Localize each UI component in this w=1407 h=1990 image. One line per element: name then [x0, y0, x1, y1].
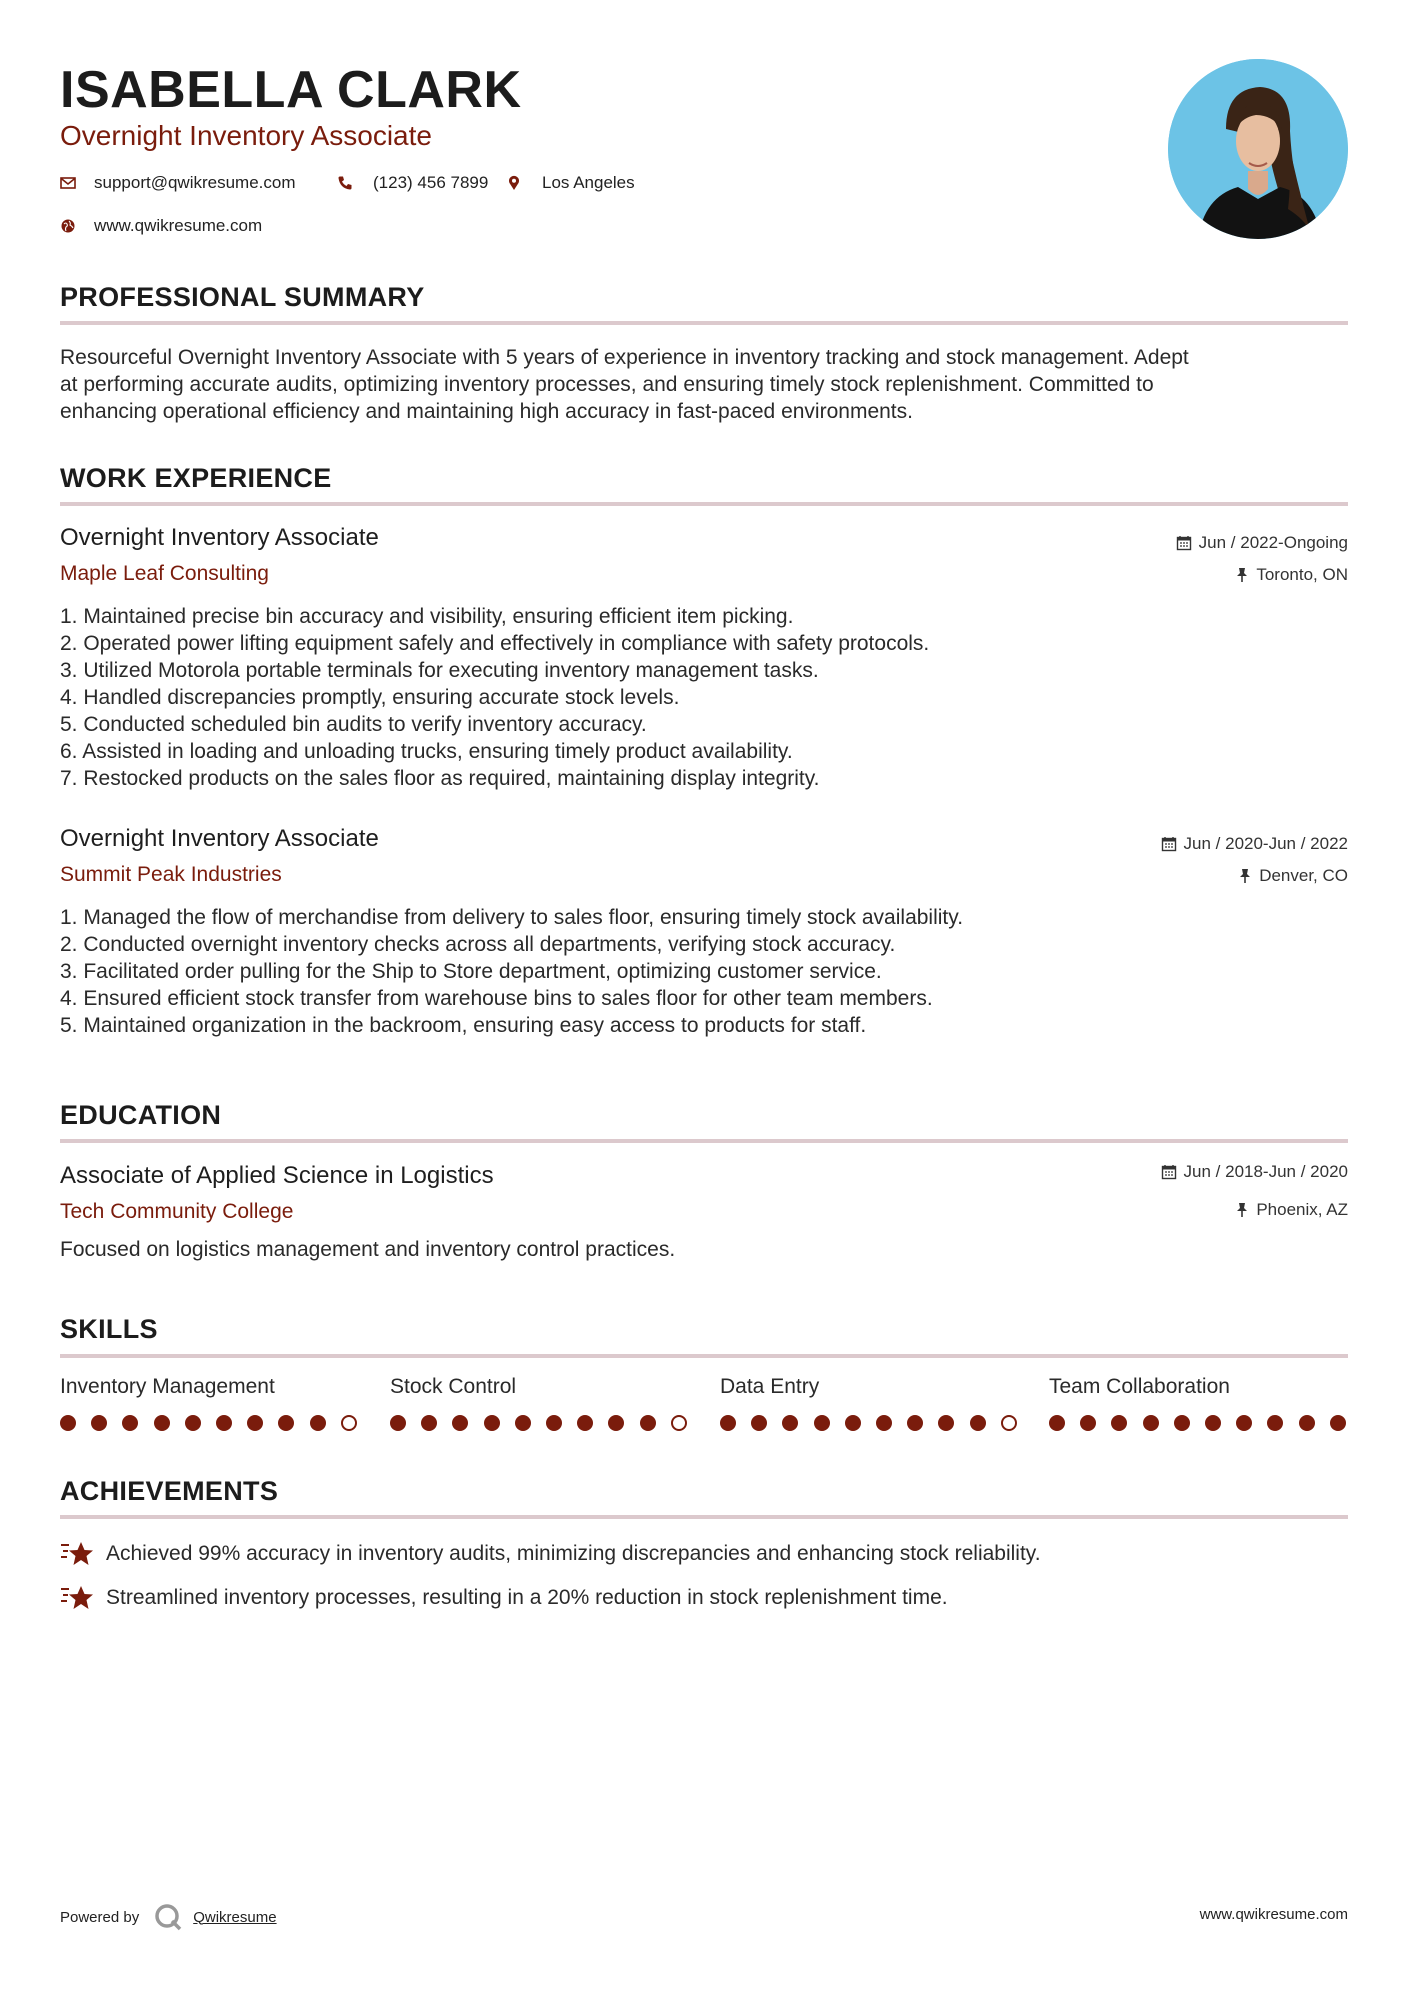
footer-website[interactable]: www.qwikresume.com: [1199, 1906, 1348, 1923]
pushpin-icon: [1235, 1202, 1249, 1218]
list-item: 7. Restocked products on the sales floor as required, maintaining display integrity.: [60, 767, 820, 790]
summary-line: at performing accurate audits, optimizing inventory processes, and ensuring timely stock replenishment. Committed to: [60, 373, 1154, 396]
powered-by-label: Powered by: [60, 1908, 140, 1926]
list-item: 5. Maintained organization in the backroom, ensuring easy access to products for staff.: [60, 1014, 867, 1037]
skill-rating: [60, 1415, 357, 1431]
star-icon: [60, 1583, 94, 1613]
school-name: Tech Community College: [60, 1200, 294, 1223]
skill-dot-filled: [390, 1415, 406, 1431]
list-item: 2. Operated power lifting equipment safely and effectively in compliance with safety protocols.: [60, 632, 930, 655]
job-location: [1238, 866, 1348, 886]
list-item: 4. Ensured efficient stock transfer from warehouse bins to sales floor for other team members.: [60, 987, 933, 1010]
candidate-name: ISABELLA CLARK: [60, 61, 522, 119]
skill-dot-empty: [341, 1415, 357, 1431]
job-dates: [1161, 834, 1348, 854]
skill-dot-filled: [247, 1415, 263, 1431]
pushpin-icon: [1238, 868, 1252, 884]
skill-item: [1049, 1375, 1346, 1431]
skill-name: Data Entry: [720, 1375, 820, 1398]
skill-dot-filled: [1111, 1415, 1127, 1431]
list-item: 2. Conducted overnight inventory checks across all departments, verifying stock accuracy.: [60, 933, 896, 956]
education-description: Focused on logistics management and inventory control practices.: [60, 1238, 676, 1261]
skill-dot-filled: [577, 1415, 593, 1431]
skill-dot-filled: [515, 1415, 531, 1431]
star-icon: [60, 1539, 94, 1569]
candidate-title: Overnight Inventory Associate: [60, 120, 432, 151]
skill-dot-filled: [1205, 1415, 1221, 1431]
skill-dot-filled: [60, 1415, 76, 1431]
education-dates-text: Jun / 2018-Jun / 2020: [1183, 1162, 1348, 1181]
achievements-heading: ACHIEVEMENTS: [60, 1476, 279, 1506]
skill-dot-filled: [91, 1415, 107, 1431]
job-location: [1235, 565, 1348, 585]
skill-dot-filled: [216, 1415, 232, 1431]
education-dates: [1161, 1162, 1348, 1182]
skill-dot-filled: [278, 1415, 294, 1431]
skill-dot-filled: [640, 1415, 656, 1431]
calendar-icon: [1161, 836, 1177, 852]
location-pin-icon: [506, 175, 522, 191]
skill-name: Stock Control: [390, 1375, 517, 1398]
contact-email: [60, 173, 296, 193]
skill-item: [720, 1375, 1017, 1431]
phone-icon: [337, 175, 353, 191]
list-item: 3. Utilized Motorola portable terminals for executing inventory management tasks.: [60, 659, 819, 682]
list-item: 4. Handled discrepancies promptly, ensuring accurate stock levels.: [60, 686, 680, 709]
skill-dot-filled: [1080, 1415, 1096, 1431]
achievement-text: Achieved 99% accuracy in inventory audits, minimizing discrepancies and enhancing stock reliability.: [106, 1542, 1041, 1565]
education-location: [1235, 1200, 1348, 1220]
company-name: Maple Leaf Consulting: [60, 562, 269, 585]
job-title: Overnight Inventory Associate: [60, 825, 379, 852]
skill-dot-filled: [185, 1415, 201, 1431]
contact-location: [506, 173, 635, 193]
summary-line: Resourceful Overnight Inventory Associate with 5 years of experience in inventory tracking and stock management. Adept: [60, 346, 1189, 369]
summary-heading: PROFESSIONAL SUMMARY: [60, 282, 425, 312]
website-text: www.qwikresume.com: [94, 216, 263, 235]
skill-dot-filled: [938, 1415, 954, 1431]
skill-rating: [390, 1415, 687, 1431]
list-item: 6. Assisted in loading and unloading trucks, ensuring timely product availability.: [60, 740, 793, 763]
skill-dot-filled: [814, 1415, 830, 1431]
achievement-item: [60, 1583, 948, 1613]
skill-item: [60, 1375, 357, 1431]
education-location-text: Phoenix, AZ: [1256, 1200, 1348, 1219]
skill-name: Inventory Management: [60, 1375, 275, 1398]
job-dates: [1176, 533, 1348, 553]
list-item: 1. Managed the flow of merchandise from delivery to sales floor, ensuring timely stock availability.: [60, 906, 964, 929]
skill-dot-filled: [845, 1415, 861, 1431]
envelope-icon: [60, 175, 76, 191]
profile-photo: [1168, 59, 1348, 239]
job-dates-text: Jun / 2020-Jun / 2022: [1183, 834, 1348, 853]
skill-dot-filled: [484, 1415, 500, 1431]
list-item: 1. Maintained precise bin accuracy and visibility, ensuring efficient item picking.: [60, 605, 794, 628]
job-responsibilities: [60, 603, 929, 792]
skill-dot-filled: [970, 1415, 986, 1431]
education-divider: [60, 1139, 1348, 1143]
experience-heading: WORK EXPERIENCE: [60, 463, 332, 493]
skill-dot-empty: [1001, 1415, 1017, 1431]
skill-dot-filled: [421, 1415, 437, 1431]
skill-dot-filled: [751, 1415, 767, 1431]
calendar-icon: [1161, 1164, 1177, 1180]
skill-dot-filled: [1299, 1415, 1315, 1431]
skill-dot-filled: [154, 1415, 170, 1431]
location-text: Los Angeles: [542, 173, 635, 192]
job-location-text: Denver, CO: [1259, 866, 1348, 885]
achievement-item: [60, 1539, 1041, 1569]
skill-dot-filled: [546, 1415, 562, 1431]
skill-dot-filled: [1330, 1415, 1346, 1431]
skill-dot-filled: [1236, 1415, 1252, 1431]
skill-item: [390, 1375, 687, 1431]
skills-divider: [60, 1354, 1348, 1358]
degree-title: Associate of Applied Science in Logistics: [60, 1162, 494, 1189]
pushpin-icon: [1235, 567, 1249, 583]
skill-dot-filled: [1049, 1415, 1065, 1431]
contact-phone: [337, 173, 488, 193]
skills-heading: SKILLS: [60, 1314, 158, 1344]
skill-dot-filled: [1174, 1415, 1190, 1431]
skill-dot-filled: [720, 1415, 736, 1431]
globe-icon: [60, 218, 76, 234]
summary-line: enhancing operational efficiency and maintaining high accuracy in fast-paced environments.: [60, 400, 913, 423]
company-name: Summit Peak Industries: [60, 863, 282, 886]
profile-portrait-image: [1168, 59, 1348, 239]
contact-website: [60, 216, 262, 236]
skill-dot-filled: [1267, 1415, 1283, 1431]
list-item: 3. Facilitated order pulling for the Ship to Store department, optimizing customer service.: [60, 960, 882, 983]
skill-name: Team Collaboration: [1049, 1375, 1230, 1398]
skill-rating: [1049, 1415, 1346, 1431]
skill-dot-filled: [122, 1415, 138, 1431]
job-title: Overnight Inventory Associate: [60, 524, 379, 551]
skill-dot-filled: [452, 1415, 468, 1431]
qwikresume-link[interactable]: Qwikresume: [193, 1908, 277, 1926]
skill-dot-empty: [671, 1415, 687, 1431]
skill-rating: [720, 1415, 1017, 1431]
skill-dot-filled: [1143, 1415, 1159, 1431]
summary-divider: [60, 321, 1348, 325]
qwikresume-logo-icon: [153, 1902, 183, 1932]
job-dates-text: Jun / 2022-Ongoing: [1198, 533, 1348, 552]
skill-dot-filled: [310, 1415, 326, 1431]
skill-dot-filled: [782, 1415, 798, 1431]
email-text: support@qwikresume.com: [94, 173, 296, 192]
job-responsibilities: [60, 904, 963, 1039]
summary-text: [60, 344, 1350, 425]
skill-dot-filled: [608, 1415, 624, 1431]
calendar-icon: [1176, 535, 1192, 551]
education-heading: EDUCATION: [60, 1100, 222, 1130]
skill-dot-filled: [907, 1415, 923, 1431]
job-location-text: Toronto, ON: [1256, 565, 1348, 584]
phone-text: (123) 456 7899: [373, 173, 489, 192]
list-item: 5. Conducted scheduled bin audits to verify inventory accuracy.: [60, 713, 647, 736]
achievement-text: Streamlined inventory processes, resulting in a 20% reduction in stock replenishment time.: [106, 1586, 948, 1609]
footer-powered-by: [60, 1902, 277, 1932]
achievements-divider: [60, 1515, 1348, 1519]
skill-dot-filled: [876, 1415, 892, 1431]
experience-divider: [60, 502, 1348, 506]
